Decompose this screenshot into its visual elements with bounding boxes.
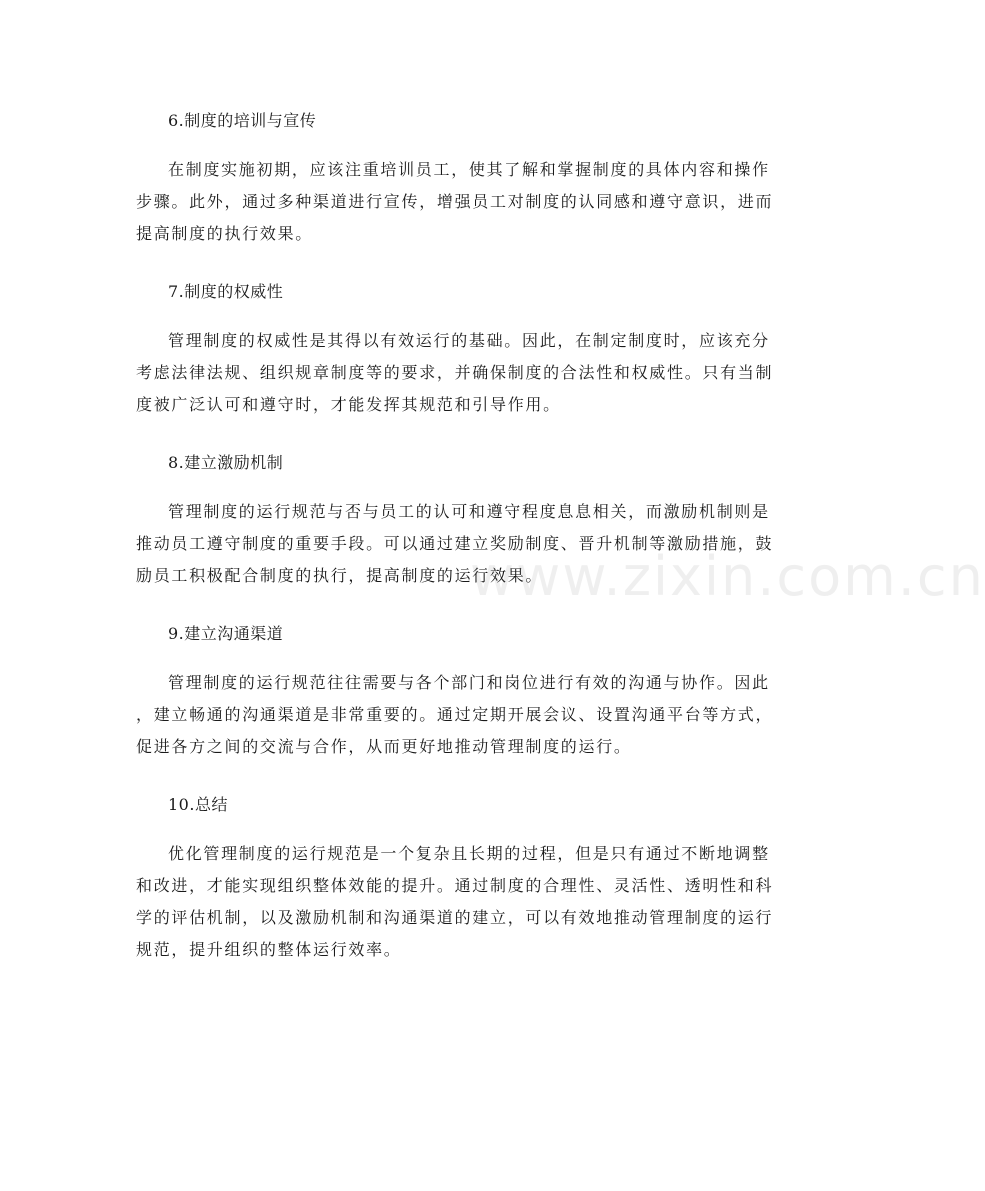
section-heading-10: 10.总结: [168, 795, 228, 814]
paragraph-line: 步骤。此外，通过多种渠道进行宣传，增强员工对制度的认同感和遵守意识，进而: [136, 192, 774, 211]
paragraph-line: 学的评估机制，以及激励机制和沟通渠道的建立，可以有效地推动管理制度的运行: [136, 908, 774, 927]
paragraph-line: 优化管理制度的运行规范是一个复杂且长期的过程，但是只有通过不断地调整: [168, 844, 770, 863]
watermark: www.zixin.com.cn: [470, 545, 985, 608]
paragraph-line: 励员工积极配合制度的执行，提高制度的运行效果。: [136, 566, 544, 585]
paragraph-line: 规范，提升组织的整体运行效率。: [136, 940, 402, 959]
paragraph-line: 促进各方之间的交流与合作，从而更好地推动管理制度的运行。: [136, 737, 632, 756]
section-paragraph-10: [136, 838, 788, 966]
section-paragraph-7: [136, 325, 788, 421]
paragraph-line: 在制度实施初期，应该注重培训员工，使其了解和掌握制度的具体内容和操作: [168, 160, 770, 179]
section-paragraph-9: [136, 667, 788, 763]
paragraph-line: 管理制度的权威性是其得以有效运行的基础。因此，在制定制度时，应该充分: [168, 331, 770, 350]
section-paragraph-8: [136, 496, 788, 592]
section-heading-8: 8.建立激励机制: [168, 453, 284, 472]
paragraph-line: ，建立畅通的沟通渠道是非常重要的。通过定期开展会议、设置沟通平台等方式，: [136, 705, 774, 724]
paragraph-line: 考虑法律法规、组织规章制度等的要求，并确保制度的合法性和权威性。只有当制: [136, 363, 774, 382]
paragraph-line: 管理制度的运行规范与否与员工的认可和遵守程度息息相关，而激励机制则是: [168, 502, 770, 521]
paragraph-line: 管理制度的运行规范往往需要与各个部门和岗位进行有效的沟通与协作。因此: [168, 673, 770, 692]
section-heading-9: 9.建立沟通渠道: [168, 624, 284, 643]
paragraph-line: 推动员工遵守制度的重要手段。可以通过建立奖励制度、晋升机制等激励措施，鼓: [136, 534, 774, 553]
section-heading-7: 7.制度的权威性: [168, 282, 284, 301]
section-heading-6: 6.制度的培训与宣传: [168, 111, 317, 130]
paragraph-line: 度被广泛认可和遵守时，才能发挥其规范和引导作用。: [136, 395, 561, 414]
paragraph-line: 和改进，才能实现组织整体效能的提升。通过制度的合理性、灵活性、透明性和科: [136, 876, 774, 895]
paragraph-line: 提高制度的执行效果。: [136, 224, 314, 243]
section-paragraph-6: [136, 154, 788, 250]
